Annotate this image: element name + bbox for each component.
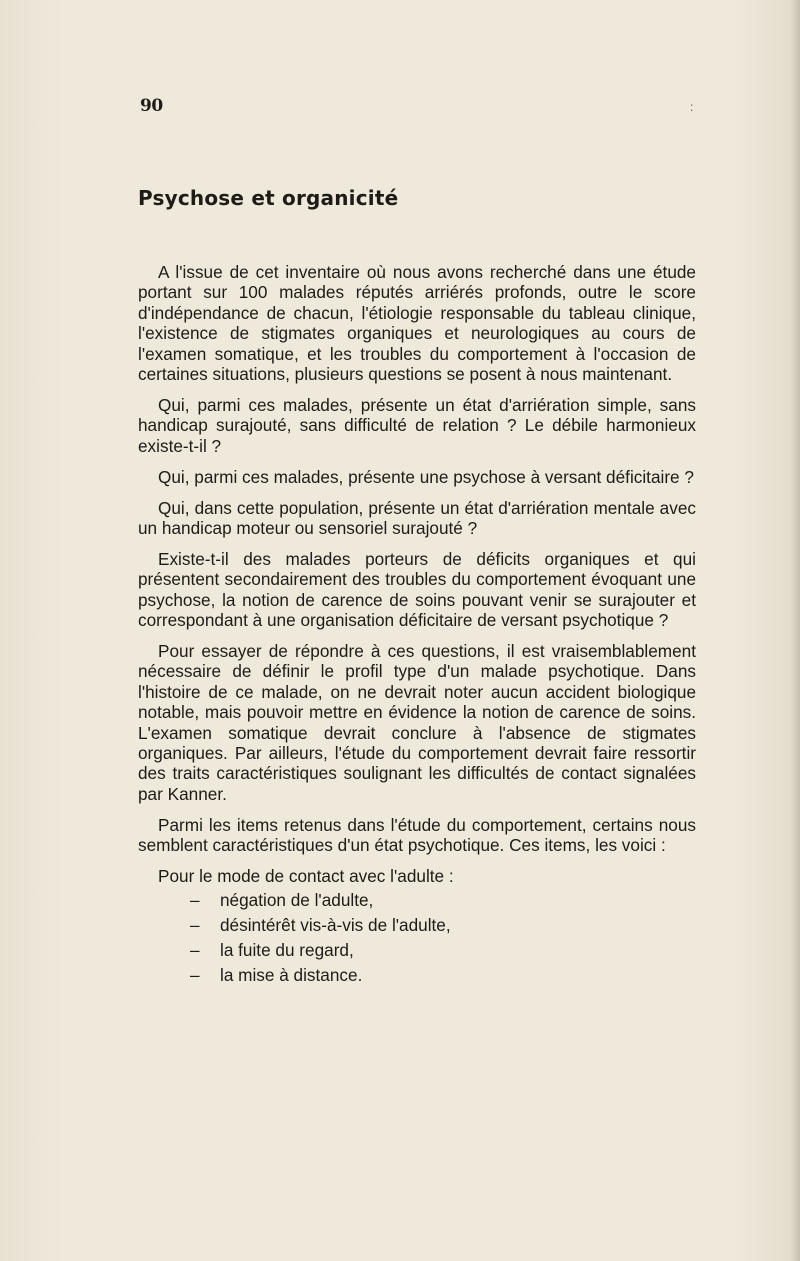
margin-mark: : — [690, 100, 694, 114]
contact-items-list — [138, 888, 696, 987]
list-item: – négation de l'adulte, — [190, 888, 696, 913]
page-number: 90 — [140, 96, 163, 116]
body-text — [138, 262, 696, 988]
list-item: – la fuite du regard, — [190, 938, 696, 963]
paragraph-question-simple: Qui, parmi ces malades, présente un état d'arriération simple, sans handicap surajouté, sans difficulté de relation ? Le débile harmonieux existe-t-il ? — [138, 394, 696, 456]
list-intro: Pour le mode de contact avec l'adulte : — [158, 866, 454, 887]
paragraph-profil-type: Pour essayer de répondre à ces questions, il est vraisemblablement nécessaire de définir le profil type d'un malade psychotique. Dans l'histoire de ce malade, on ne devrait noter aucun accident biologique notable, mais pouvoir mettre en évidence la notion de carence de soins. L'examen somatique devrait conclure à l'absence de stigmates organiques. Par ailleurs, l'étude du comportement devrait faire ressortir des traits caractéristiques soulignant les difficultés de contact signalées par Kanner. — [138, 641, 696, 804]
list-item: – désintérêt vis-à-vis de l'adulte, — [190, 913, 696, 938]
paragraph-items: Parmi les items retenus dans l'étude du comportement, certains nous semblent caractéristiques d'un état psychotique. Ces items, les voici : — [138, 814, 696, 856]
paragraph-intro: A l'issue de cet inventaire où nous avons recherché dans une étude portant sur 100 malades réputés arriérés profonds, outre le score d'indépendance de chacun, l'étiologie responsable du tableau clinique, l'existence de stigmates organiques et neurologiques au cours de l'examen somatique, et les troubles du comportement à l'occasion de certaines situations, plusieurs questions se posent à nous maintenant. — [138, 262, 696, 385]
paragraph-question-deficits: Existe-t-il des malades porteurs de déficits organiques et qui présentent secondairement des troubles du comportement évoquant une psychose, la notion de carence de soins pouvant venir se surajouter et correspondant à une organisation déficitaire de versant psychotique ? — [138, 548, 696, 631]
list-item: – la mise à distance. — [190, 963, 696, 988]
paragraph-question-handicap: Qui, dans cette population, présente un état d'arriération mentale avec un handicap moteur ou sensoriel surajouté ? — [138, 497, 696, 538]
paragraph-question-psychose: Qui, parmi ces malades, présente une psychose à versant déficitaire ? — [158, 466, 694, 487]
section-title: Psychose et organicité — [138, 186, 399, 210]
page-edge-shadow — [790, 0, 800, 1261]
